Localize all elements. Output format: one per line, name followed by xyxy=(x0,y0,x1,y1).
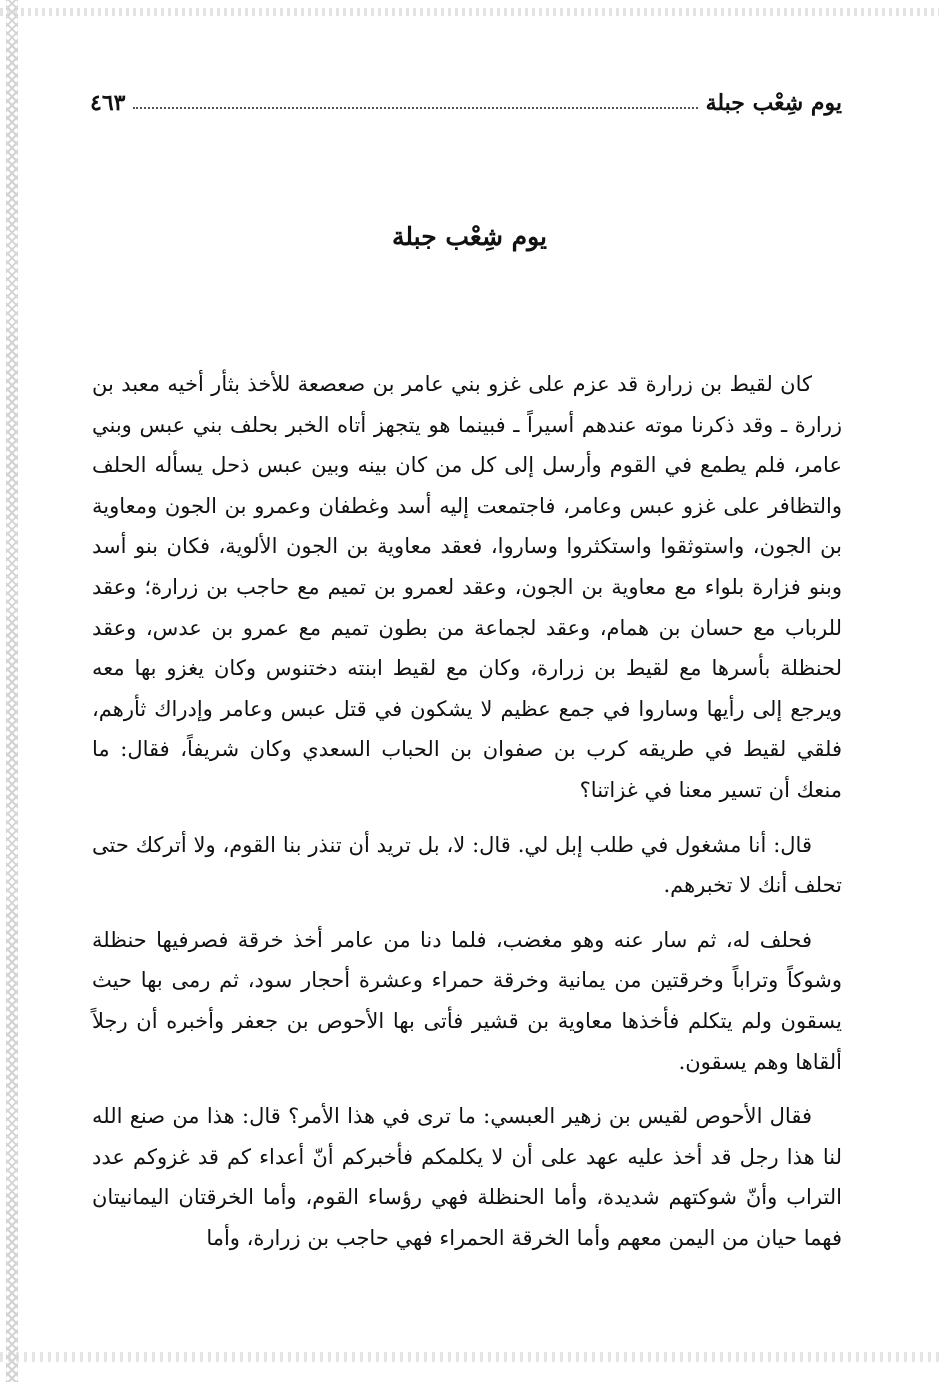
page-edge-bottom xyxy=(0,1352,939,1362)
paragraph: فحلف له، ثم سار عنه وهو مغضب، فلما دنا من عامر أخذ خرقة فصرفيها حنظلة وشوكاً وتراباً وخرقتين من يمانية وخرقة حمراء وعشرة أحجار سود، ثم رمى بها حيث يسقون ولم يتكلم فأخذها معاوية بن قشير فأتى بها الأحوص بن جعفر وأخبره أن رجلاً ألقاها وهم يسقون. xyxy=(92,927,842,1074)
page-edge-left xyxy=(6,0,18,1382)
paragraph: فقال الأحوص لقيس بن زهير العبسي: ما ترى في هذا الأمر؟ قال: هذا من صنع الله لنا هذا رجل قد أخذ عليه عهد على أن لا يكلمكم فأخبركم أنّ أعداء كم قد غزوكم عدد التراب وأنّ شوكتهم شديدة، وأما الحنظلة فهي رؤساء القوم، وأما الخرقتان اليمانيتان فهما حيان من اليمن معهم وأما الخرقة الحمراء فهي حاجب بن زرارة، وأما xyxy=(92,1104,842,1250)
chapter-title: يوم شِعْب جبلة xyxy=(392,222,547,251)
body-text xyxy=(92,364,842,1272)
header-dot-leader xyxy=(133,107,697,109)
page-number: ٤٦٣ xyxy=(90,90,126,116)
running-header-title: يوم شِعْب جبلة xyxy=(705,90,842,116)
paragraph: كان لقيط بن زرارة قد عزم على غزو بني عامر بن صعصعة للأخذ بثأر أخيه معبد بن زرارة ـ وقد ذكرنا موته عندهم أسيراً ـ فبينما هو يتجهز أتاه الخبر بحلف بني عبس وبني عامر، فلم يطمع في القوم وأرسل إلى كل من كان بينه وبين عبس ذحل يسأله الحلف والتظافر على غزو عبس وعامر، فاجتمعت إليه أسد وغطفان وعمرو بن الجون ومعاوية بن الجون، واستوثقوا واستكثروا وساروا، فعقد معاوية بن الجون الألوية، فكان بنو أسد وبنو فزارة بلواء مع معاوية بن الجون، وعقد لعمرو بن تميم مع حاجب بن زرارة؛ وعقد للرباب مع حسان بن همام، وعقد لجماعة من بطون تميم مع عمرو بن عدس، وعقد لحنظلة بأسرها مع لقيط بن زرارة، وكان مع لقيط ابنته دختنوس وكان يغزو بها معه ويرجع إلى رأيها وساروا في جمع عظيم لا يشكون في قتل عبس وعامر وإدراك ثأرهم، فلقي لقيط في طريقه كرب بن صفوان بن الحباب السعدي وكان شريفاً، فقال: ما منعك أن تسير معنا في غزاتنا؟ xyxy=(92,372,842,802)
running-header xyxy=(90,82,842,116)
paragraph: قال: أنا مشغول في طلب إبل لي. قال: لا، بل تريد أن تنذر بنا القوم، ولا أتركك حتى تحلف أنك لا تخبرهم. xyxy=(92,832,842,898)
page-edge-top xyxy=(0,8,939,16)
